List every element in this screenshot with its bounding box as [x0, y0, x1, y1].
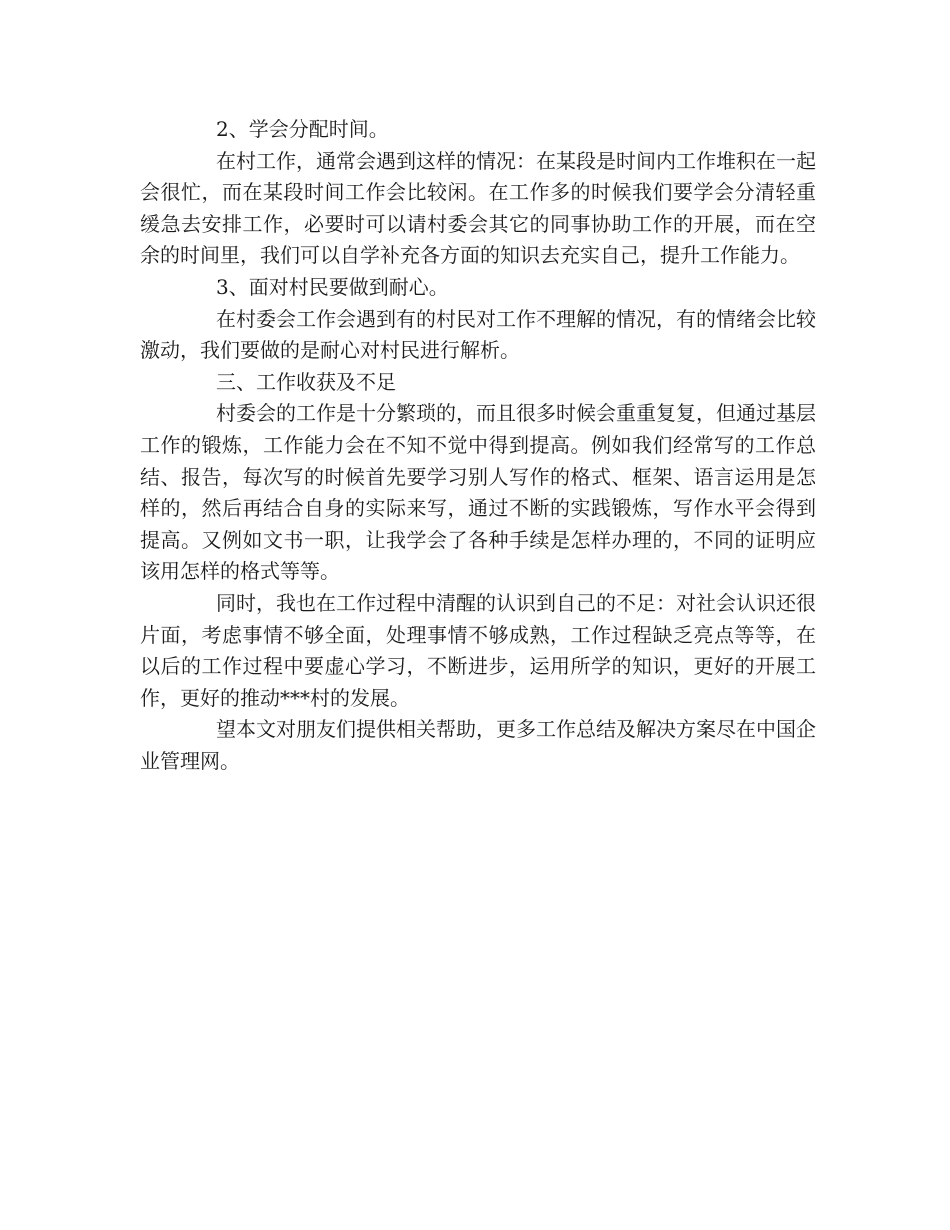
paragraph-closing: 望本文对朋友们提供相关帮助，更多工作总结及解决方案尽在中国企业管理网。: [140, 717, 816, 773]
paragraph-patience: 在村委会工作会遇到有的村民对工作不理解的情况，有的情绪会比较激动，我们要做的是耐心对村民进行解析。: [140, 306, 816, 363]
section-heading-gains-shortcomings: 三、工作收获及不足: [216, 369, 396, 394]
paragraph-gains: 村委会的工作是十分繁琐的，而且很多时候会重重复复，但通过基层工作的锻炼，工作能力会在不知不觉中得到提高。例如我们经常写的工作总结、报告，每次写的时候首先要学习别人写作的格式、框架、语言运用是怎样的，然后再结合自身的实际来写，通过不断的实践锻炼，写作水平会得到提高。又例如文书一职，让我学会了各种手续是怎样办理的，不同的证明应该用怎样的格式等等。: [140, 401, 816, 584]
document-body: [140, 114, 816, 777]
paragraph-shortcomings: 同时，我也在工作过程中清醒的认识到自己的不足：对社会认识还很片面，考虑事情不够全面，处理事情不够成熟，工作过程缺乏亮点等等，在以后的工作过程中要虚心学习，不断进步，运用所学的知识，更好的开展工作，更好的推动***村的发展。: [140, 590, 816, 710]
paragraph-time-management: 在村工作，通常会遇到这样的情况：在某段是时间内工作堆积在一起会很忙，而在某段时间工作会比较闲。在工作多的时候我们要学会分清轻重缓急去安排工作，必要时可以请村委会其它的同事协助工作的开展，而在空余的时间里，我们可以自学补充各方面的知识去充实自己，提升工作能力。: [140, 148, 816, 268]
paragraph-heading-patience: 3、面对村民要做到耐心。: [216, 274, 449, 299]
paragraph-heading-time-management: 2、学会分配时间。: [216, 117, 389, 141]
